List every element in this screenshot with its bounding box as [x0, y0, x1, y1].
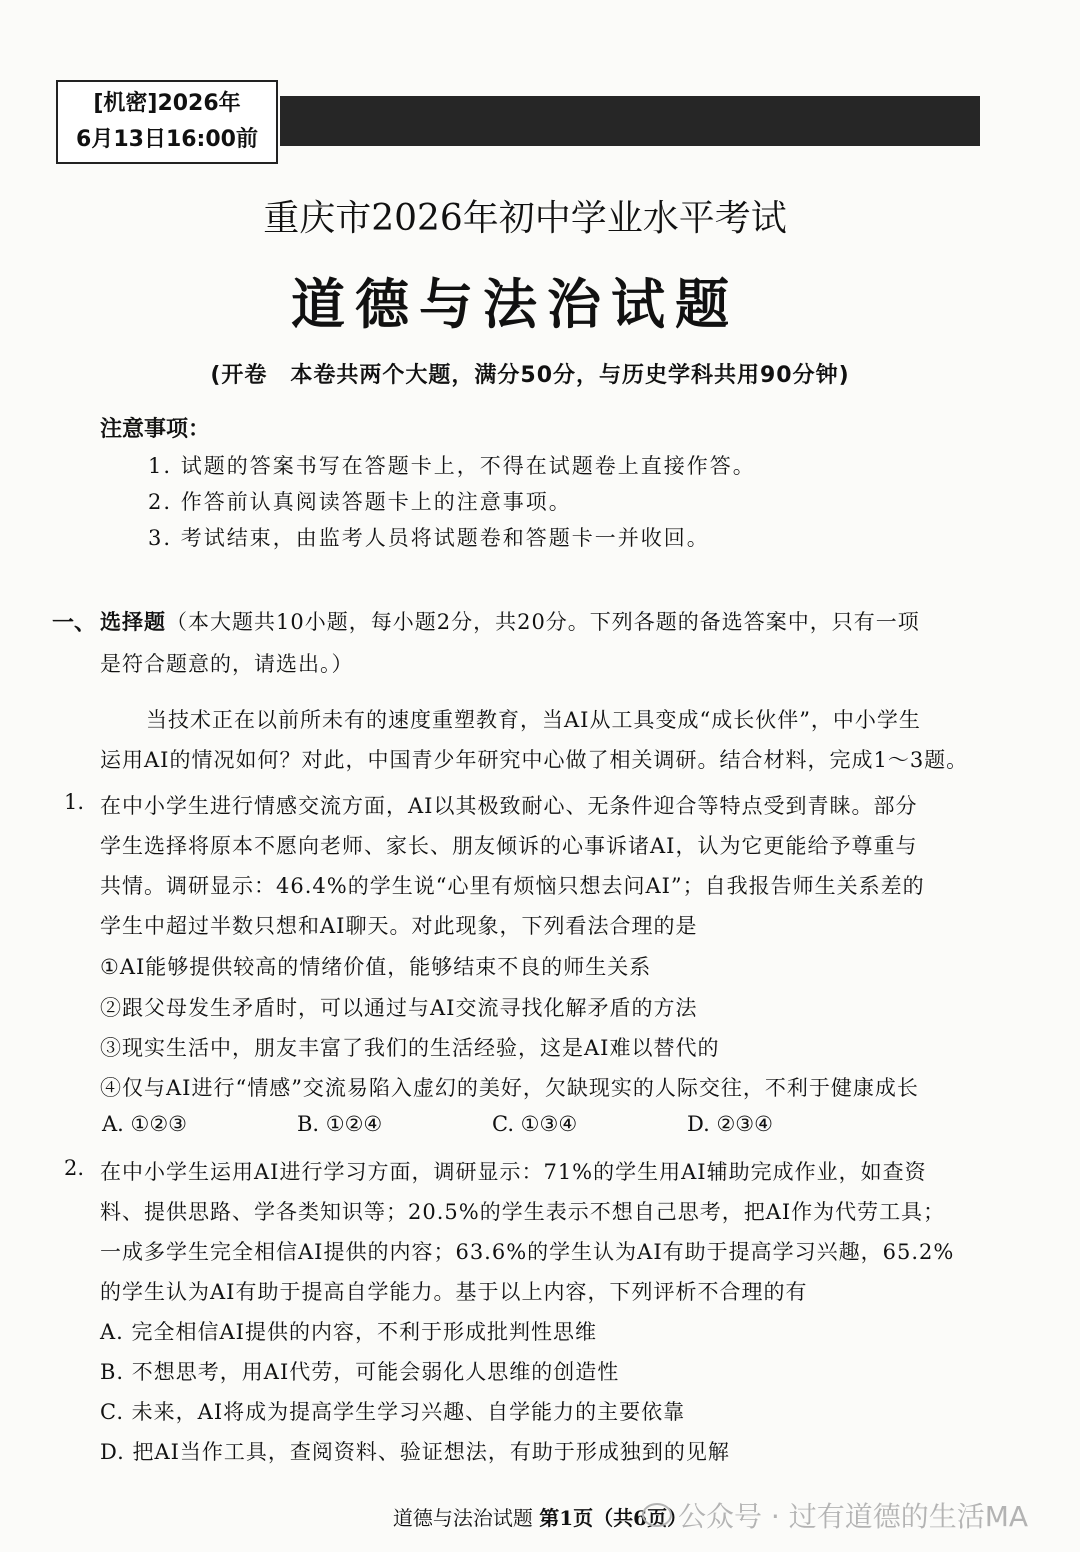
footer-page-number: 第1页（共6页）: [539, 1506, 688, 1530]
notice-item: 2. 作答前认真阅读答题卡上的注意事项。: [148, 490, 572, 514]
option-c: C. ①③④: [492, 1112, 578, 1136]
notice-title: 注意事项：: [100, 417, 211, 442]
question-1-stem: 在中小学生进行情感交流方面，AI以其极致耐心、无条件迎合等特点受到青睐。部分: [100, 794, 918, 818]
exam-info: (开卷 本卷共两个大题，满分50分，与历史学科共用90分钟): [210, 363, 850, 388]
question-1-options: [102, 1112, 882, 1136]
section-description-cont: 是符合题意的，请选出。）: [100, 652, 354, 676]
notice-item: 3. 考试结束，由监考人员将试题卷和答题卡一并收回。: [148, 526, 710, 550]
question-2-option-d: D. 把AI当作工具，查阅资料、验证想法，有助于形成独到的见解: [100, 1440, 730, 1464]
notice-item: 1. 试题的答案书写在答题卡上，不得在试题卷上直接作答。: [148, 454, 756, 478]
wechat-watermark: [642, 1495, 1028, 1535]
question-1-statement: ②跟父母发生矛盾时，可以通过与AI交流寻找化解矛盾的方法: [100, 996, 698, 1020]
question-1-statement: ③现实生活中，朋友丰富了我们的生活经验，这是AI难以替代的: [100, 1036, 720, 1060]
question-2-option-a: A. 完全相信AI提供的内容，不利于形成批判性思维: [100, 1320, 597, 1344]
question-1-stem: 学生中超过半数只想和AI聊天。对此现象，下列看法合理的是: [100, 914, 698, 938]
option-a: A. ①②③: [102, 1112, 187, 1136]
question-1-statement: ④仅与AI进行“情感”交流易陷入虚幻的美好，欠缺现实的人际交往，不利于健康成长: [100, 1076, 919, 1100]
section-header: [100, 606, 920, 636]
question-1-stem: 学生选择将原本不愿向老师、家长、朋友倾诉的心事诉诸AI，认为它更能给予尊重与: [100, 834, 918, 858]
question-2-stem: 料、提供思路、学各类知识等；20.5%的学生表示不想自己思考，把AI作为代劳工具；: [100, 1200, 946, 1224]
question-1-statement: ①AI能够提供较高的情绪价值，能够结束不良的师生关系: [100, 955, 652, 979]
question-2-number: 2.: [64, 1156, 85, 1180]
question-2-option-c: C. 未来，AI将成为提高学生学习兴趣、自学能力的主要依靠: [100, 1400, 686, 1424]
wechat-icon: [642, 1503, 672, 1527]
confidential-line-2: 6月13日16:00前: [76, 127, 258, 152]
section-title: 选择题: [100, 610, 166, 634]
watermark-text: 公众号 · 过有道德的生活MA: [678, 1500, 1029, 1533]
material-paragraph-cont: 运用AI的情况如何？对此，中国青少年研究中心做了相关调研。结合材料，完成1～3题。: [100, 748, 969, 772]
exam-title: 重庆市2026年初中学业水平考试: [263, 198, 787, 239]
confidential-stamp-box: [56, 80, 278, 164]
question-2-stem: 的学生认为AI有助于提高自学能力。基于以上内容，下列评析不合理的有: [100, 1280, 808, 1304]
subject-title: 道德与法治试题: [291, 273, 739, 336]
section-number: 一、: [52, 611, 97, 636]
question-2-stem: 在中小学生运用AI进行学习方面，调研显示：71%的学生用AI辅助完成作业，如查资: [100, 1160, 927, 1184]
confidential-line-1: [机密]2026年: [93, 91, 241, 116]
material-paragraph: 当技术正在以前所未有的速度重塑教育，当AI从工具变成“成长伙伴”，中小学生: [146, 708, 921, 732]
option-b: B. ①②④: [297, 1112, 383, 1136]
option-d: D. ②③④: [687, 1112, 773, 1136]
question-2-stem: 一成多学生完全相信AI提供的内容；63.6%的学生认为AI有助于提高学习兴趣，65.2%: [100, 1240, 955, 1264]
footer-subject: 道德与法治试题: [392, 1506, 533, 1530]
section-description: （本大题共10小题，每小题2分，共20分。下列各题的备选答案中，只有一项: [166, 610, 920, 634]
question-2-option-b: B. 不想思考，用AI代劳，可能会弱化人思维的创造性: [100, 1360, 620, 1384]
question-1-stem: 共情。调研显示：46.4%的学生说“心里有烦恼只想去问AI”；自我报告师生关系差的: [100, 874, 925, 898]
question-1-number: 1.: [64, 790, 85, 814]
redaction-bar: [280, 96, 980, 146]
